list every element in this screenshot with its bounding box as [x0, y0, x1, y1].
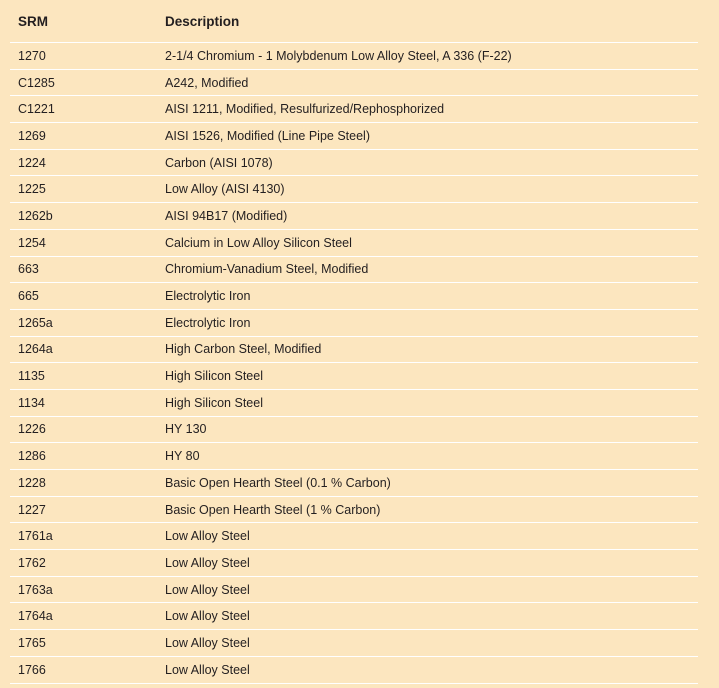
srm-cell: 1134	[18, 395, 45, 410]
table-row	[10, 203, 698, 230]
table-header	[10, 0, 698, 43]
srm-cell: 1764a	[18, 609, 53, 624]
srm-cell: 1269	[18, 128, 46, 143]
table-row	[10, 310, 698, 337]
table-row	[10, 150, 698, 177]
table-row	[10, 603, 698, 630]
srm-cell: 1765	[18, 635, 46, 650]
srm-cell: 1270	[18, 48, 46, 63]
table-row	[10, 390, 698, 417]
description-cell: AISI 94B17 (Modified)	[165, 208, 288, 223]
srm-table	[10, 0, 698, 684]
srm-cell: 1228	[18, 475, 46, 490]
table-row	[10, 443, 698, 470]
srm-cell: 1224	[18, 155, 46, 170]
description-cell: Low Alloy Steel	[165, 609, 250, 624]
description-cell: Basic Open Hearth Steel (0.1 % Carbon)	[165, 475, 391, 490]
header-description: Description	[165, 13, 240, 29]
description-cell: HY 130	[165, 422, 207, 437]
description-cell: High Silicon Steel	[165, 395, 263, 410]
srm-cell: 1227	[18, 502, 46, 517]
srm-cell: 1763a	[18, 582, 53, 597]
table-row	[10, 43, 698, 70]
description-cell: Basic Open Hearth Steel (1 % Carbon)	[165, 502, 381, 517]
srm-cell: 1762	[18, 555, 46, 570]
srm-cell: 1254	[18, 235, 46, 250]
description-cell: Carbon (AISI 1078)	[165, 155, 273, 170]
table-row	[10, 497, 698, 524]
table-row	[10, 363, 698, 390]
description-cell: Calcium in Low Alloy Silicon Steel	[165, 235, 352, 250]
srm-cell: 1135	[18, 369, 45, 384]
srm-cell: 663	[18, 262, 39, 277]
table-body	[10, 43, 698, 684]
description-cell: Low Alloy Steel	[165, 582, 250, 597]
table-row	[10, 657, 698, 684]
table-row	[10, 283, 698, 310]
description-cell: AISI 1526, Modified (Line Pipe Steel)	[165, 128, 370, 143]
table-row	[10, 523, 698, 550]
table-row	[10, 577, 698, 604]
table-row	[10, 176, 698, 203]
table-row	[10, 337, 698, 364]
srm-cell: C1285	[18, 75, 55, 90]
srm-cell: 1286	[18, 449, 46, 464]
description-cell: A242, Modified	[165, 75, 249, 90]
description-cell: Electrolytic Iron	[165, 315, 251, 330]
description-cell: Low Alloy (AISI 4130)	[165, 182, 285, 197]
table-row	[10, 550, 698, 577]
table-row	[10, 417, 698, 444]
description-cell: Electrolytic Iron	[165, 289, 251, 304]
table-row	[10, 470, 698, 497]
description-cell: Low Alloy Steel	[165, 555, 250, 570]
srm-cell: 1225	[18, 182, 46, 197]
description-cell: Chromium-Vanadium Steel, Modified	[165, 262, 369, 277]
description-cell: HY 80	[165, 449, 200, 464]
description-cell: AISI 1211, Modified, Resulfurized/Rephosphorized	[165, 102, 445, 117]
table-row	[10, 96, 698, 123]
description-cell: 2-1/4 Chromium - 1 Molybdenum Low Alloy Steel, A 336 (F-22)	[165, 48, 512, 63]
header-srm: SRM	[18, 13, 48, 29]
description-cell: Low Alloy Steel	[165, 529, 250, 544]
srm-cell: 1226	[18, 422, 46, 437]
table-row	[10, 70, 698, 97]
srm-cell: 1766	[18, 662, 46, 677]
srm-cell: 665	[18, 289, 39, 304]
description-cell: Low Alloy Steel	[165, 635, 250, 650]
srm-cell: 1264a	[18, 342, 53, 357]
table-row	[10, 257, 698, 284]
description-cell: Low Alloy Steel	[165, 662, 250, 677]
srm-cell: 1262b	[18, 208, 53, 223]
description-cell: High Carbon Steel, Modified	[165, 342, 322, 357]
srm-cell: 1761a	[18, 529, 53, 544]
srm-cell: 1265a	[18, 315, 53, 330]
table-row	[10, 230, 698, 257]
table-row	[10, 630, 698, 657]
description-cell: High Silicon Steel	[165, 369, 263, 384]
table-row	[10, 123, 698, 150]
srm-cell: C1221	[18, 102, 55, 117]
